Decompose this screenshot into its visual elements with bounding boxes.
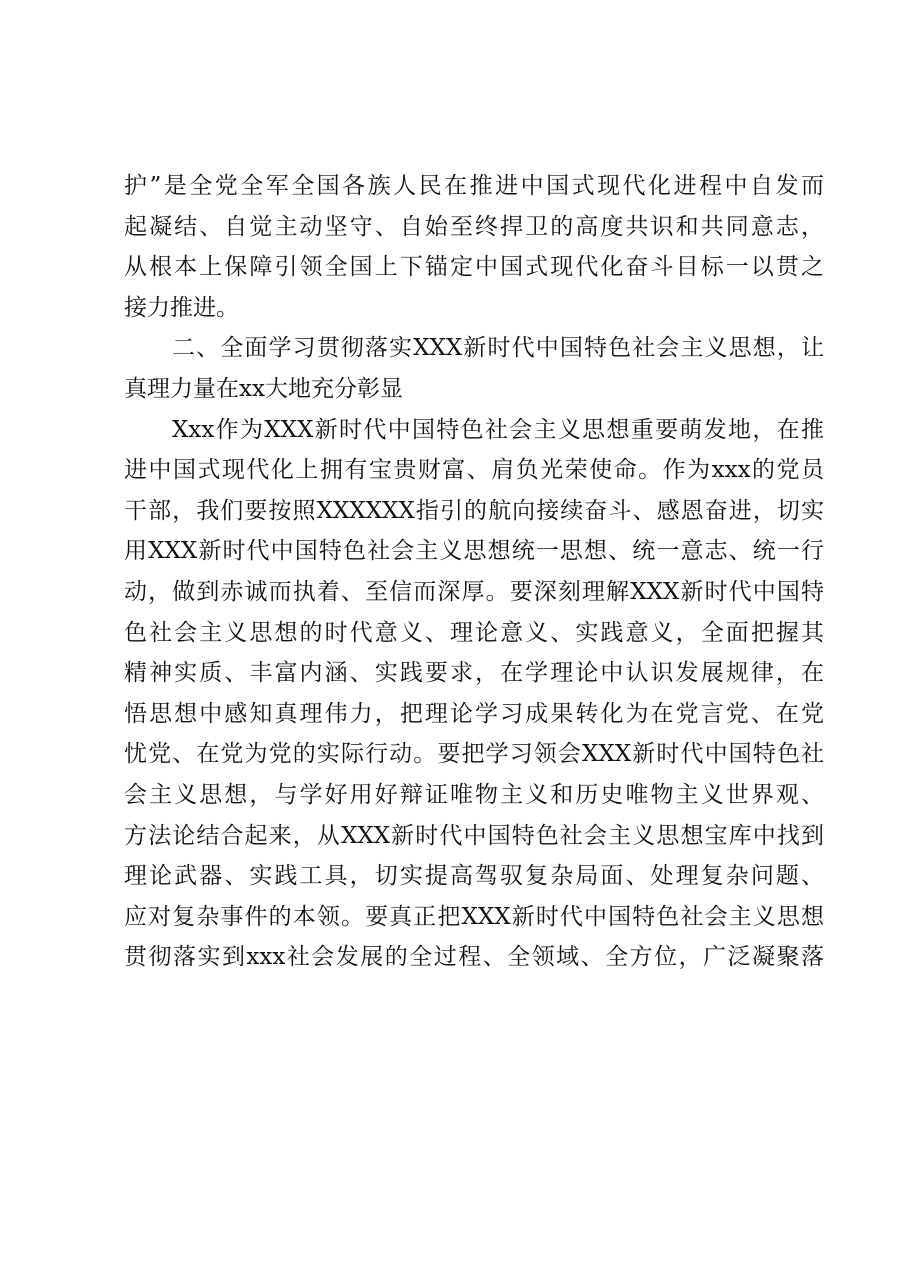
document-body — [124, 166, 824, 978]
paragraph-line: 用XXX新时代中国特色社会主义思想统一思想、统一意志、统一行 — [124, 538, 824, 565]
paragraph-line: 起凝结、自觉主动坚守、自始至终捍卫的高度共识和共同意志， — [124, 213, 824, 240]
section-heading-line: 真理力量在xx大地充分彰显 — [124, 375, 403, 402]
paragraph-line: 忧党、在党为党的实际行动。要把学习领会XXX新时代中国特色社 — [124, 741, 824, 768]
paragraph-line: 贯彻落实到xxx社会发展的全过程、全领域、全方位，广泛凝聚落 — [124, 944, 824, 971]
paragraph-line: 接力推进。 — [124, 294, 239, 321]
paragraph-line: 会主义思想，与学好用好辩证唯物主义和历史唯物主义世界观、 — [124, 781, 824, 808]
paragraph-line: 进中国式现代化上拥有宝贵财富、肩负光荣使命。作为xxx的党员 — [124, 457, 824, 484]
paragraph-line: 应对复杂事件的本领。要真正把XXX新时代中国特色社会主义思想 — [124, 903, 824, 930]
paragraph-line: 悟思想中感知真理伟力，把理论学习成果转化为在党言党、在党 — [124, 700, 824, 727]
section-heading-line: 二、全面学习贯彻落实XXX新时代中国特色社会主义思想，让 — [172, 335, 824, 362]
paragraph-line: 干部，我们要按照XXXXXX指引的航向接续奋斗、感恩奋进，切实 — [124, 497, 824, 524]
paragraph-line: 方法论结合起来，从XXX新时代中国特色社会主义思想宝库中找到 — [124, 822, 824, 849]
paragraph-line: Xxx作为XXX新时代中国特色社会主义思想重要萌发地，在推 — [172, 416, 824, 443]
paragraph-line: 精神实质、丰富内涵、实践要求，在学理论中认识发展规律，在 — [124, 660, 824, 687]
paragraph-line: 从根本上保障引领全国上下锚定中国式现代化奋斗目标一以贯之 — [124, 254, 824, 281]
paragraph-line: 色社会主义思想的时代意义、理论意义、实践意义，全面把握其 — [124, 619, 824, 646]
paragraph-line: 护”是全党全军全国各族人民在推进中国式现代化进程中自发而 — [124, 173, 824, 199]
paragraph-line: 理论武器、实践工具，切实提高驾驭复杂局面、处理复杂问题、 — [124, 863, 824, 890]
paragraph-line: 动，做到赤诚而执着、至信而深厚。要深刻理解XXX新时代中国特 — [124, 578, 824, 605]
